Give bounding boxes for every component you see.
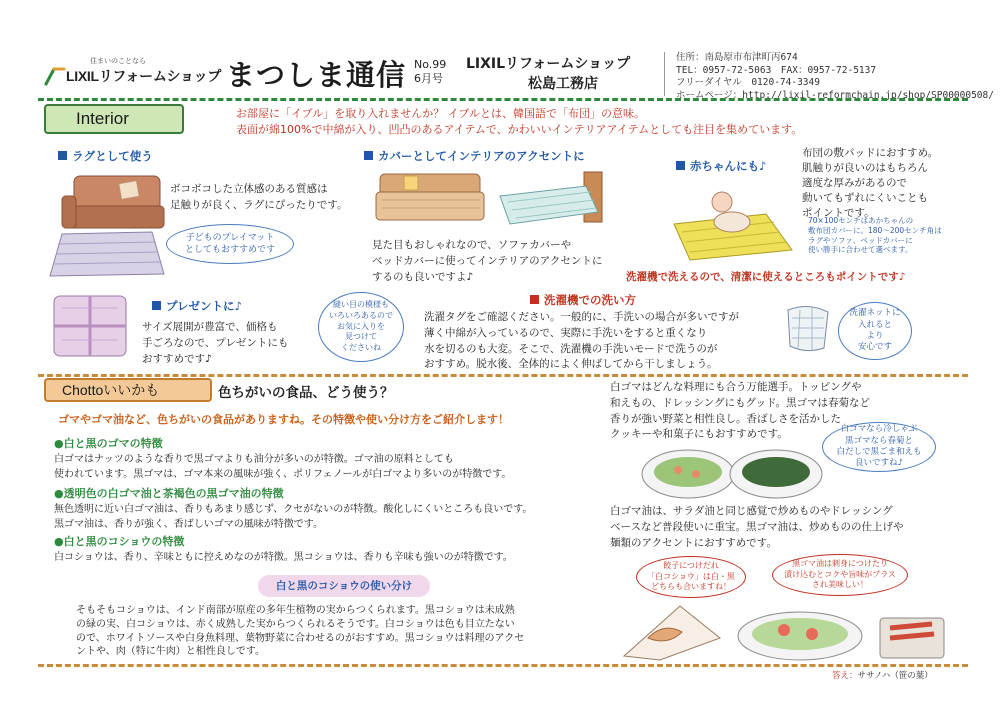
present-text: サイズ展開が豊富で、価格も 手ごろなので、プレゼントにも おすすめです♪ xyxy=(142,321,289,365)
chotto-tab: Chottoいいかも xyxy=(44,378,212,402)
cover-text: 見た目もおしゃれなので、ソファカバーや ベッドカバーに使ってインテリアのアクセントに するのも良いですよ♪ xyxy=(372,239,603,283)
rug-heading: ラグとして使う xyxy=(58,148,153,165)
present-heading: プレゼントに♪ xyxy=(152,298,242,315)
shop-name-line1: LIXILリフォームショップ xyxy=(466,56,631,72)
wash-heading: 洗濯機での洗い方 xyxy=(530,292,636,309)
chotto-intro: ゴマやゴマ油など、色ちがいの食品がありますね。その特徴や使い分け方をご紹介します！ xyxy=(58,413,509,426)
gift-illustration xyxy=(48,290,132,364)
lixil-logo-icon xyxy=(44,66,66,86)
baby-mat-illustration xyxy=(670,180,796,262)
wash-bubble: 洗濯ネットに 入れると より 安心です xyxy=(838,302,912,360)
freedial: フリーダイヤル 0120-74-3349 xyxy=(676,77,820,89)
quiz-answer: 答え：ササノハ（笹の葉） xyxy=(832,671,933,681)
square-bullet-icon xyxy=(58,151,67,160)
shop-name-line2: 松島工務店 xyxy=(528,76,598,92)
sesame-dishes-illustration xyxy=(638,440,828,502)
address: 住所：南島原市布津町丙674 xyxy=(676,52,798,63)
interior-intro xyxy=(236,106,856,138)
sesame-tip-bubble: 白ゴマなら冷しゃぶ 黒ゴマなら春菊と 白だしで黒ごま和えも 良いですね♪ xyxy=(822,422,936,472)
section-divider-bottom xyxy=(38,664,968,667)
contact-info xyxy=(676,52,994,102)
square-bullet-icon xyxy=(676,161,685,170)
oil-heading: ●透明色の白ゴマ油と茶褐色の黒ゴマ油の特徴 xyxy=(54,487,284,500)
washable-note: 洗濯機で洗えるので、清潔に使えるところもポイントです♪ xyxy=(626,271,906,283)
baby-heading: 赤ちゃんにも♪ xyxy=(676,158,766,175)
square-bullet-icon xyxy=(530,295,539,304)
interior-tab: Interior xyxy=(44,104,184,134)
laundry-net-illustration xyxy=(782,300,834,356)
right-oil-text: 白ゴマ油は、サラダ油と同じ感覚で炒めものやドレッシング ベースなど普段使いに重宝。黒ゴマ油は、炒めものの仕上げや 麺類のアクセントにおすすめです。 xyxy=(610,505,904,549)
section-divider-mid xyxy=(38,374,968,377)
interior-intro-line: 表面が綿100%で中綿が入り、凹凸のあるアイテムで、かわいいインテリアアイテムとしても注目を集めています。 xyxy=(236,122,803,136)
square-bullet-icon xyxy=(152,301,161,310)
bed-cover-illustration xyxy=(494,168,612,230)
rug-text: ボコボコした立体感のある質感は 足触りが良く、ラグにぴったりです。 xyxy=(170,183,348,211)
issue-info xyxy=(414,58,446,87)
sofa-rug-illustration xyxy=(48,168,168,280)
sesame-text: 白ゴマはナッツのような香りで黒ゴマよりも油分が多いのが特徴。ゴマ油の原料としても 使われています。黒ゴマは、ゴマ本来の風味が強く、ポリフェノールが白ゴマより多いのが特徴です。 xyxy=(54,454,512,480)
logo-name: LIXILリフォームショップ xyxy=(66,68,222,84)
baby-size-note: 70×100センチはあかちゃんの 敷布団カバーに。180～200センチ角は ラグやソファ、ベッドカバーに 使い勝手に合わせて選べます。 xyxy=(808,216,942,255)
pepper-heading: ●白と黒のコショウの特徴 xyxy=(54,535,185,548)
tel-fax: TEL：0957-72-5063 FAX：0957-72-5137 xyxy=(676,64,877,76)
present-bubble: 縫い目の模様も いろいろあるので お気に入りを 見つけて くださいね xyxy=(318,292,404,362)
gyoza-sashimi-illustration xyxy=(620,598,950,662)
pepper-text: 白コショウは、香り、辛味ともに控えめなのが特徴。黒コショウは、香りも辛味も強いのが特徴です。 xyxy=(54,552,513,563)
sashimi-bubble: 黒ゴマ油は刺身につけたり 漬け込むとコクや旨味がプラス され美味しい！ xyxy=(772,554,908,596)
interior-intro-line: お部屋に「イブル」を取り入れませんか？ イブルとは、韓国語で「布団」の意味。 xyxy=(236,107,645,120)
baby-text: 布団の敷パッドにおすすめ。 肌触りが良いのはもちろん 適度な厚みがあるので 動いてもずれにくいことも ポイントです。 xyxy=(802,147,939,219)
right-sesame-text: 白ゴマはどんな料理にも合う万能選手。トッピングや 和えもの、ドレッシングにもグッド。黒ゴマは春菊など 香りが強い野菜と相性良し。香ばしさを活かした クッキーや和菓子にもおすすめです。 xyxy=(610,381,871,441)
issue-month: 6月号 xyxy=(414,72,443,86)
pepper-usage-heading: 白と黒のコショウの使い分け xyxy=(258,575,430,597)
homepage: ホームページ：http://lixil-reformchain.jp/shop/SP00000508/ xyxy=(676,89,994,101)
gyoza-bubble: 餃子につけだれ 「白コショウ」は白・黒 どちらも合いますね！ xyxy=(636,556,746,598)
sofa-cover-illustration xyxy=(372,168,490,230)
sesame-heading: ●白と黒のゴマの特徴 xyxy=(54,437,163,450)
section-divider-top xyxy=(38,98,968,101)
cover-heading: カバーとしてインテリアのアクセントに xyxy=(364,148,585,165)
pepper-usage-text: そもそもコショウは、インド南部が原産の多年生植物の実からつくられます。黒コショウは未成熟 の緑の実、白コショウは、赤く成熟した実からつくられるそうです。白コショウは色も目立たない ので、ホワイトソースや白身魚料理、葉物野菜に合わせるのがおすすめ。黒コショウは料理のアクセ ントや、肉（特に牛肉）と相性良しです。 xyxy=(76,605,525,658)
chotto-subtitle: 色ちがいの食品、どう使う？ xyxy=(218,385,394,401)
wash-text: 洗濯タグをご確認ください。一般的に、手洗いの場合が多いですが 薄く中綿が入っているので、実際に手洗いをすると重くなり 水を切るのも大変。そこで、洗濯機の手洗いモードで洗うのが おすすめ。脱水後、全体的によく伸ばしてから干しましょう。 xyxy=(424,311,739,371)
newsletter-title: まつしま通信 xyxy=(226,58,407,92)
rug-bubble: 子どものプレイマット としてもおすすめです xyxy=(166,224,294,264)
issue-number: No.99 xyxy=(414,58,447,71)
oil-text: 無色透明に近い白ゴマ油は、香りもあまり感じず、クセがないのが特徴。酸化しにくいところも良いです。 黒ゴマ油は、香りが強く、香ばしいゴマの風味が特徴です。 xyxy=(54,504,533,530)
square-bullet-icon xyxy=(364,151,373,160)
logo-tagline: 住まいのことなら xyxy=(90,57,146,65)
header-divider xyxy=(664,52,665,96)
